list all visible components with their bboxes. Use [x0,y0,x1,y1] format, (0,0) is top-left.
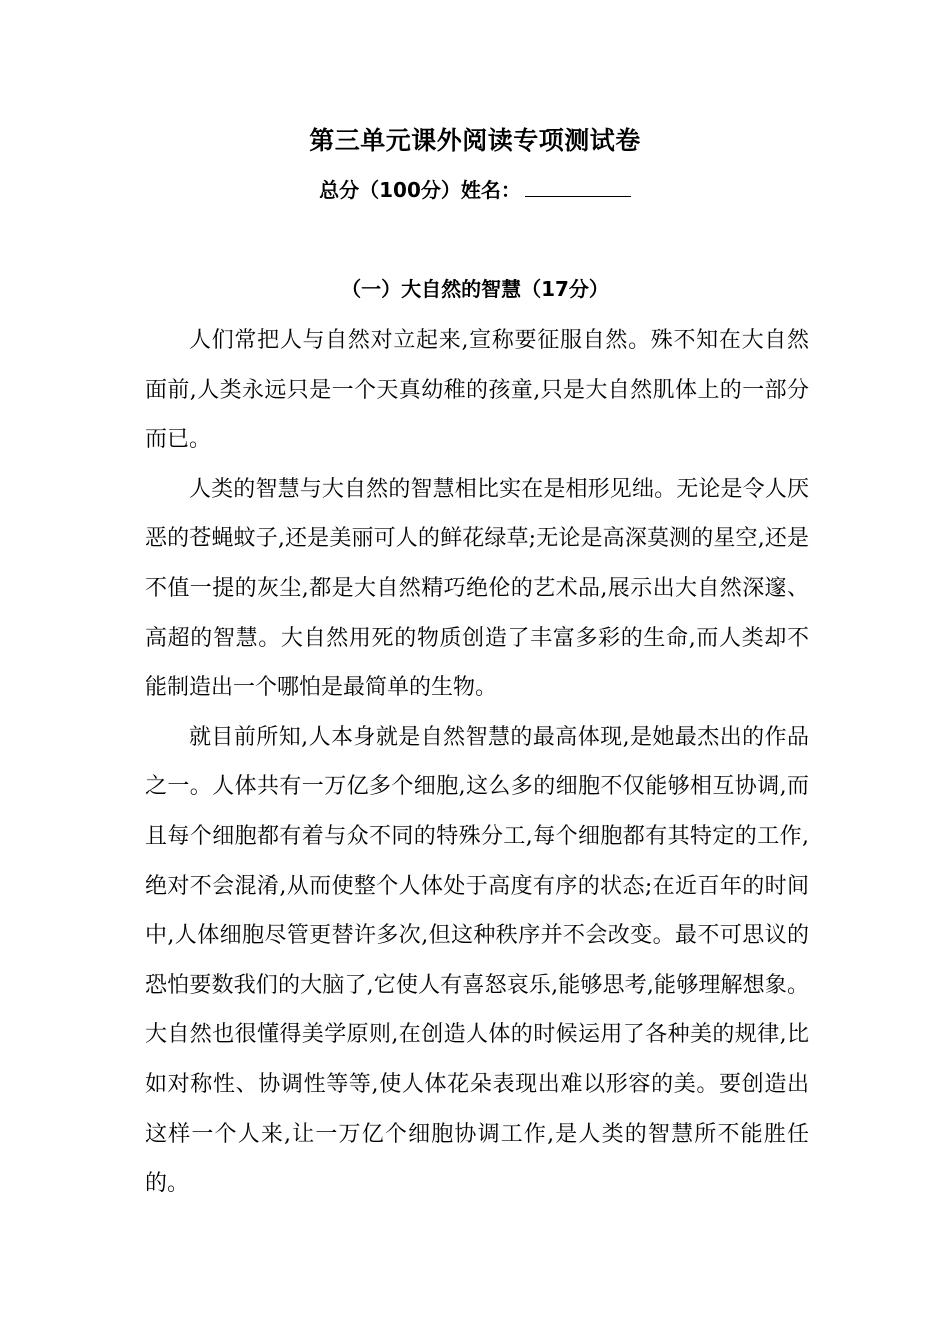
page-title: 第三单元课外阅读专项测试卷 [309,126,641,155]
passage-paragraph-1: 人们常把人与自然对立起来,宣称要征服自然。殊不知在大自然面前,人类永远只是一个天真幼稚的孩童,只是大自然肌体上的一部分而已。 [145,328,809,453]
name-blank-field[interactable] [525,174,631,197]
section-title: （一）大自然的智慧（17分） [341,277,609,301]
passage-body [145,316,809,1209]
score-name-line [0,174,950,205]
passage-paragraph-3: 就目前所知,人本身就是自然智慧的最高体现,是她最杰出的作品之一。人体共有一万亿多个细胞,这么多的细胞不仅能够相互协调,而且每个细胞都有着与众不同的特殊分工,每个细胞都有其特定的工作,绝对不会混淆,从而使整个人体处于高度有序的状态;在近百年的时间中,人体细胞尽管更替许多次,但这种秩序并不会改变。最不可思议的恐怕要数我们的大脑了,它使人有喜怒哀乐,能够思考,能够理解想象。大自然也很懂得美学原则,在创造人体的时候运用了各种美的规律,比如对称性、协调性等等,使人体花朵表现出难以形容的美。要创造出这样一个人来,让一万亿个细胞协调工作,是人类的智慧所不能胜任的。 [145,724,809,1197]
score-name-label: 总分（100分）姓名： [319,178,521,202]
passage-paragraph-2: 人类的智慧与大自然的智慧相比实在是相形见绌。无论是令人厌恶的苍蝇蚊子,还是美丽可人的鲜花绿草;无论是高深莫测的星空,还是不值一提的灰尘,都是大自然精巧绝伦的艺术品,展示出大自然深邃、高超的智慧。大自然用死的物质创造了丰富多彩的生命,而人类却不能制造出一个哪怕是最简单的生物。 [145,476,809,701]
